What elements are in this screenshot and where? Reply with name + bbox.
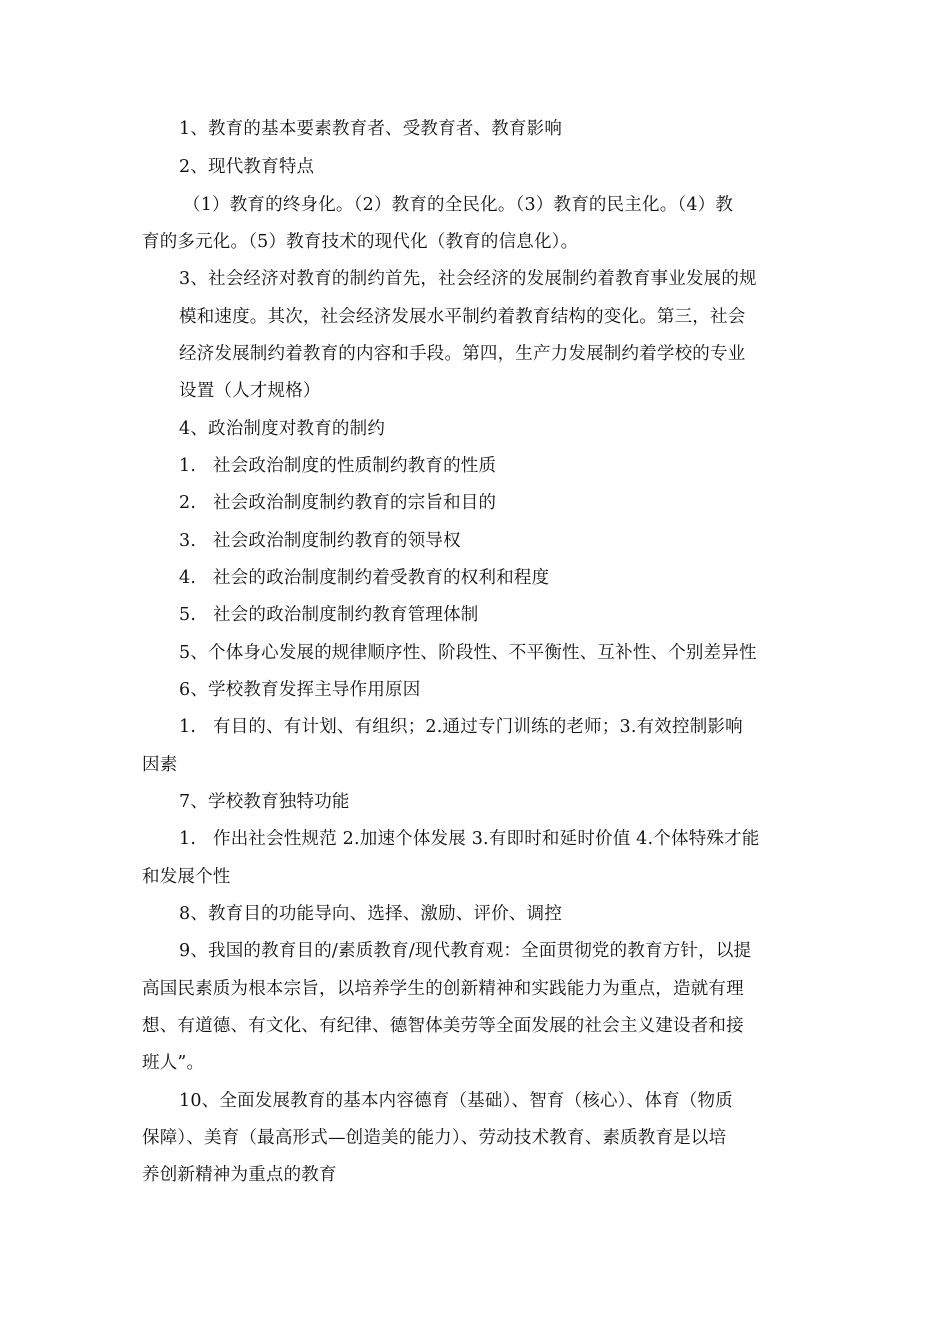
item-1: 1、教育的基本要素教育者、受教育者、教育影响 (179, 119, 563, 139)
item-10-line-1: 10、全面发展教育的基本内容德育（基础）、智育（核心）、体育（物质 (179, 1091, 733, 1111)
list-text: 社会政治制度制约教育的宗旨和目的 (213, 493, 497, 513)
item-4-sub-2 (179, 490, 496, 516)
list-number: 3. (179, 531, 197, 551)
item-7-heading: 7、学校教育独特功能 (179, 792, 350, 812)
item-9-line-1: 9、我国的教育目的/素质教育/现代教育观：全面贯彻党的教育方针，以提 (179, 941, 752, 961)
item-9-line-3: 想、有道德、有文化、有纪律、德智体美劳等全面发展的社会主义建设者和接 (142, 1016, 744, 1036)
list-text: 有目的、有计划、有组织；2.通过专门训练的老师；3.有效控制影响 (213, 717, 743, 737)
list-number: 2. (179, 493, 197, 513)
item-7-sub-line-1 (179, 826, 759, 852)
item-6-heading: 6、学校教育发挥主导作用原因 (179, 680, 421, 700)
item-2-heading: 2、现代教育特点 (179, 157, 315, 177)
item-6-sub-line-2: 因素 (142, 755, 178, 775)
item-2-detail-line-1: （1）教育的终身化。（2）教育的全民化。（3）教育的民主化。（4）教 (183, 195, 734, 215)
item-9-line-2: 高国民素质为根本宗旨，以培养学生的创新精神和实践能力为重点，造就有理 (142, 979, 744, 999)
item-4-sub-5 (179, 602, 479, 628)
list-text: 社会的政治制度制约着受教育的权利和程度 (213, 568, 550, 588)
list-text: 作出社会性规范 2.加速个体发展 3.有即时和延时价值 4.个体特殊才能 (213, 829, 760, 849)
item-9-line-4: 班人”。 (142, 1053, 205, 1073)
item-4-sub-4 (179, 565, 549, 591)
item-6-sub-line-1 (179, 714, 743, 740)
item-8: 8、教育目的功能导向、选择、激励、评价、调控 (179, 904, 563, 924)
item-5: 5、个体身心发展的规律顺序性、阶段性、不平衡性、互补性、个别差异性 (179, 643, 757, 663)
list-number: 1. (179, 717, 197, 737)
item-10-line-3: 养创新精神为重点的教育 (142, 1165, 337, 1185)
list-text: 社会的政治制度制约教育管理体制 (213, 605, 479, 625)
item-3-line-4: 设置（人才规格） (179, 381, 321, 401)
item-4-sub-1 (179, 453, 496, 479)
item-3-line-2: 模和速度。其次，社会经济发展水平制约着教育结构的变化。第三，社会 (179, 307, 746, 327)
item-3-line-3: 经济发展制约着教育的内容和手段。第四，生产力发展制约着学校的专业 (179, 344, 746, 364)
item-4-sub-3 (179, 528, 461, 554)
list-text: 社会政治制度制约教育的领导权 (213, 531, 461, 551)
item-2-detail-line-2: 育的多元化。（5）教育技术的现代化（教育的信息化）。 (142, 232, 579, 252)
list-number: 5. (179, 605, 197, 625)
list-number: 1. (179, 829, 197, 849)
list-number: 1. (179, 456, 197, 476)
list-number: 4. (179, 568, 197, 588)
list-text: 社会政治制度的性质制约教育的性质 (213, 456, 497, 476)
item-7-sub-line-2: 和发展个性 (142, 867, 231, 887)
item-10-line-2: 保障）、美育（最高形式—创造美的能力）、劳动技术教育、素质教育是以培 (142, 1128, 727, 1148)
item-4-heading: 4、政治制度对教育的制约 (179, 419, 386, 439)
item-3-line-1: 3、社会经济对教育的制约首先，社会经济的发展制约着教育事业发展的规 (179, 269, 757, 289)
